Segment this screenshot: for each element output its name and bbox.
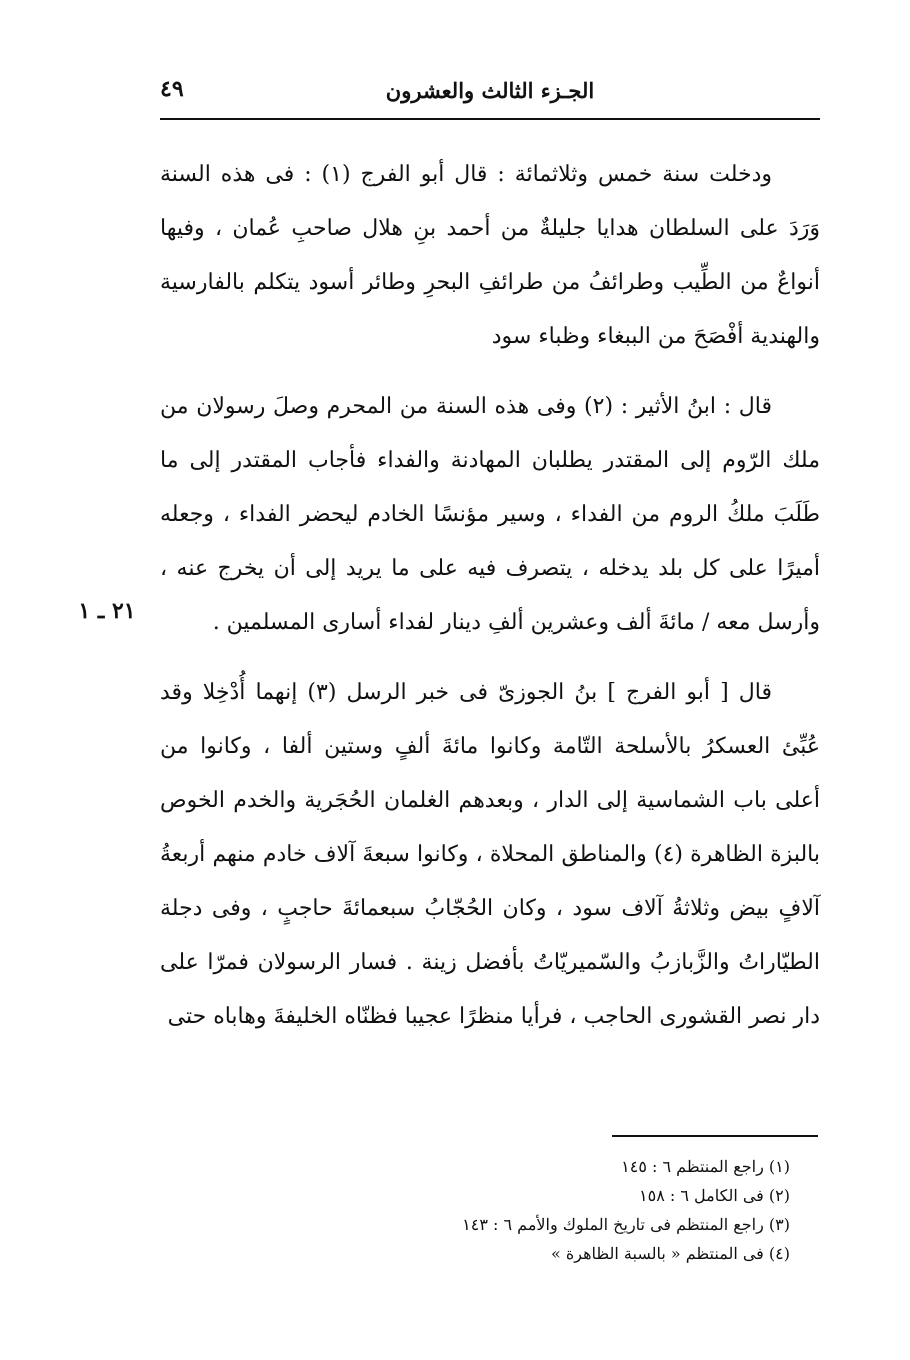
header-divider [160,118,820,120]
paragraph-2: قال : ابنُ الأثير : (٢) وفى هذه السنة من المحرم وصلَ رسولان من ملك الرّوم إلى المقتدر يطلبان المهادنة والفداء فأجاب المقتدر إلى ما طَلَبَ ملكُ الروم من الفداء ، وسير مؤنسًا الخادم ليحضر الفداء ، وجعله أميرًا على كل بلد يدخله ، يتصرف فيه على ما يريد إلى أن يخرج عنه ، وأرسل معه / مائةَ ألف وعشرين ألفِ دينار لفداء أسارى المسلمين . [160,394,820,635]
footnote-4: (٤) فى المنتظم « بالسبة الظاهرة » [550,1244,790,1263]
footnote-1: (١) راجع المنتظم ٦ : ١٤٥ [621,1157,790,1176]
manuscript-folio-note: ٢١ ـ ١ [78,598,136,624]
footnote-divider [612,1135,818,1137]
footnotes [340,1152,790,1268]
running-header-title: الجـزء الثالث والعشرون [385,78,595,103]
page-number: ٤٩ [160,76,184,102]
footnote-3: (٣) راجع المنتظم فى تاريخ الملوك والأمم ٦ : ١٤٣ [462,1215,790,1234]
main-text [160,148,820,1044]
paragraph-1: ودخلت سنة خمس وثلاثمائة : قال أبو الفرج (١) : فى هذه السنة وَرَدَ على السلطان هدايا جليلةٌ من أحمد بنِ هلال صاحبِ عُمان ، وفيها أنواعٌ من الطِّيب وطرائفُ من طرائفِ البحرِ وطائر أسود يتكلم بالفارسية والهندية أفْصَحَ من الببغاء وظباء سود [160,162,820,349]
running-header [160,74,820,118]
footnote-2: (٢) فى الكامل ٦ : ١٥٨ [639,1186,790,1205]
paragraph-3: قال [ أبو الفرج ] بنُ الجوزىّ فى خبر الرسل (٣) إنهما أُدْخِلا وقد عُبِّئ العسكرُ بالأسلحة التّامة وكانوا مائةَ ألفٍ وستين ألفا ، وكانوا من أعلى باب الشماسية إلى الدار ، وبعدهم الغلمان الحُجَرية والخدم الخوص بالبزة الظاهرة (٤) والمناطق المحلاة ، وكانوا سبعةَ آلاف خادم منهم أربعةُ آلافٍ بيض وثلاثةُ آلاف سود ، وكان الحُجّابُ سبعمائةَ حاجبٍ ، وفى دجلة الطيّاراتُ والزَّبازبُ والسّميريّاتُ بأفضل زينة . فسار الرسولان فمرّا على دار نصر القشورى الحاجب ، فرأيا منظرًا عجيبا فظنّاه الخليفةَ وهاباه حتى [160,680,820,1029]
